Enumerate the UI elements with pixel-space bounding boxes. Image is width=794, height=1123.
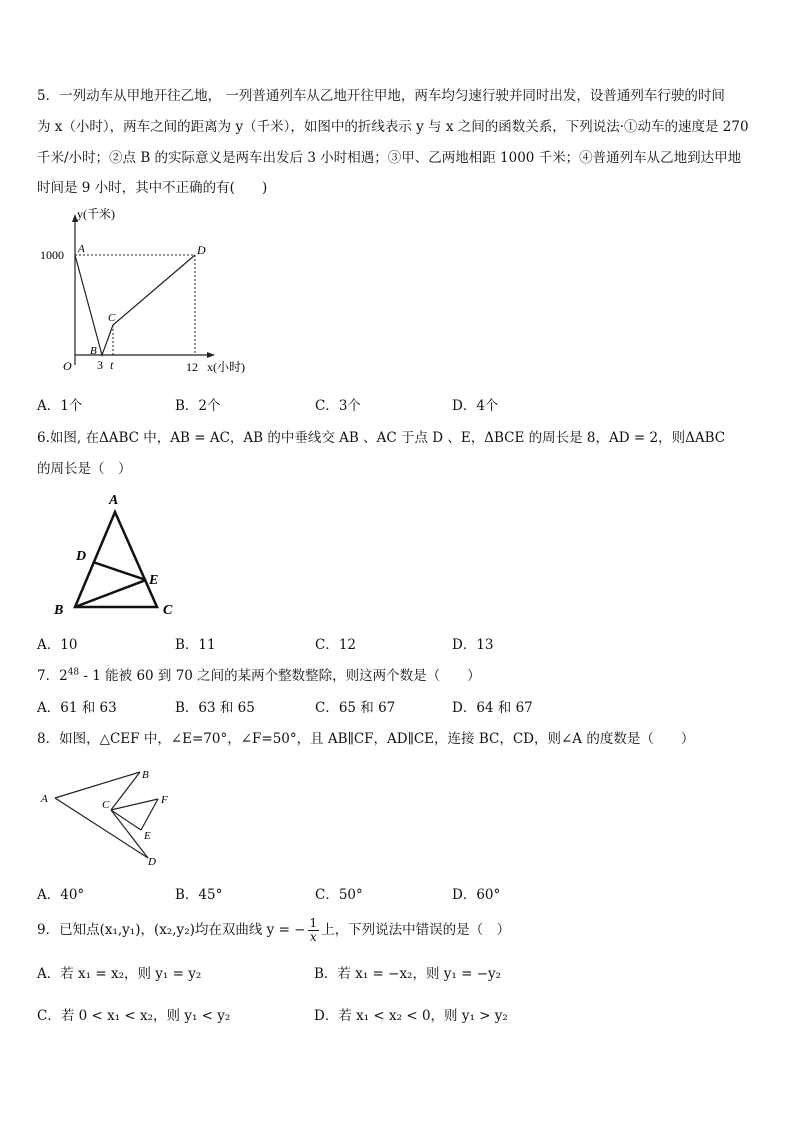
- q5-option-b[interactable]: B．2个: [175, 398, 221, 414]
- q6-point-d: D: [76, 549, 87, 564]
- q8-point-c: C: [102, 799, 110, 811]
- q9-fraction-num: 1: [309, 916, 318, 930]
- q6-point-b: B: [54, 603, 64, 618]
- q7-rest: - 1 能被 60 到 70 之间的某两个整数整除，则这两个数是（ ）: [79, 668, 481, 684]
- q6-point-c: C: [163, 603, 173, 618]
- q8-figure: [38, 762, 178, 872]
- q5-line-3: 千米/小时；②点 B 的实际意义是两车出发后 3 小时相遇；③甲、乙两地相距 1000 千米；④普通列车从乙地到达甲地: [37, 150, 742, 166]
- q5-line-4: 时间是 9 小时，其中不正确的有( ): [37, 180, 268, 196]
- q8-point-f: F: [161, 794, 168, 806]
- q6-option-c[interactable]: C．12: [315, 637, 357, 653]
- q5-option-c[interactable]: C．3个: [315, 398, 361, 414]
- q9-fraction-den: x: [309, 930, 317, 944]
- q5-option-d[interactable]: D．4个: [452, 398, 499, 414]
- q8-option-a[interactable]: A．40°: [37, 887, 85, 903]
- q7-exponent: 48: [67, 667, 80, 678]
- q7-prefix: 7．2: [37, 668, 68, 684]
- q8-options: [37, 883, 757, 903]
- y-tick-1000: 1000: [40, 248, 64, 262]
- q9-line-1: [37, 917, 510, 944]
- q9-line-1-a: 9．已知点(x₁,y₁)，(x₂,y₂)均在双曲线 y = −: [37, 922, 306, 938]
- q8-point-b: B: [142, 769, 149, 781]
- q6-point-e: E: [149, 573, 159, 588]
- q5-graph-figure: [35, 205, 265, 380]
- q7-option-b[interactable]: B．63 和 65: [175, 700, 255, 716]
- q8-point-d: D: [148, 856, 156, 868]
- point-b-label: B: [90, 345, 97, 357]
- q6-line-1: 6.如图, 在ΔABC 中，AB = AC，AB 的中垂线交 AB 、AC 于点 D 、E，ΔBCE 的周长是 8，AD = 2，则ΔABC: [37, 430, 726, 446]
- point-c-label: C: [108, 312, 116, 324]
- q6-line-2: 的周长是（ ）: [37, 461, 132, 477]
- q7-option-d[interactable]: D．64 和 67: [452, 700, 533, 716]
- q6-option-d[interactable]: D．13: [452, 637, 494, 653]
- q6-option-b[interactable]: B．11: [175, 637, 216, 653]
- x-axis-label: x(小时): [207, 360, 245, 374]
- point-d-label: D: [197, 243, 206, 257]
- q7-option-a[interactable]: A．61 和 63: [37, 700, 117, 716]
- q7-line-1: [37, 664, 481, 684]
- x-tick-12: 12: [186, 360, 198, 374]
- q9-option-c[interactable]: C．若 0 < x₁ < x₂，则 y₁ < y₂: [37, 1008, 231, 1024]
- x-tick-3: 3: [97, 358, 103, 372]
- q7-option-c[interactable]: C．65 和 67: [315, 700, 396, 716]
- q6-options: [37, 633, 757, 653]
- q6-point-a: A: [109, 493, 119, 508]
- q5-line-2: 为 x（小时），两车之间的距离为 y（千米），如图中的折线表示 y 与 x 之间的函数关系，下列说法·①动车的速度是 270: [37, 119, 749, 135]
- q9-option-d[interactable]: D．若 x₁ < x₂ < 0，则 y₁ > y₂: [314, 1008, 508, 1024]
- q6-triangle-figure: [45, 485, 190, 620]
- y-axis-label: y(千米): [77, 207, 115, 221]
- q8-option-d[interactable]: D．60°: [452, 887, 501, 903]
- q8-line-1: 8．如图，△CEF 中，∠E=70°，∠F=50°，且 AB∥CF，AD∥CE，连接 BC，CD，则∠A 的度数是（ ）: [37, 731, 695, 747]
- q8-point-a: A: [41, 793, 48, 805]
- origin-label: O: [63, 359, 72, 373]
- q8-option-c[interactable]: C．50°: [315, 887, 363, 903]
- q7-options: [37, 696, 757, 716]
- q5-options: [37, 394, 757, 414]
- q9-line-1-b: 上，下列说法中错误的是（ ）: [321, 922, 511, 938]
- q8-point-e: E: [144, 830, 151, 842]
- q5-line-1: 5．一列动车从甲地开往乙地， 一列普通列车从乙地开往甲地，两车均匀速行驶并同时出发，设普通列车行驶的时间: [37, 88, 725, 104]
- q8-option-b[interactable]: B．45°: [175, 887, 223, 903]
- q5-option-a[interactable]: A．1个: [37, 398, 83, 414]
- x-tick-t: t: [110, 358, 114, 372]
- q9-option-b[interactable]: B．若 x₁ = −x₂，则 y₁ = −y₂: [314, 966, 502, 982]
- q9-option-a[interactable]: A．若 x₁ = x₂，则 y₁ = y₂: [37, 966, 202, 982]
- point-a-label: A: [78, 243, 85, 255]
- q9-fraction: [308, 917, 320, 944]
- q6-option-a[interactable]: A．10: [37, 637, 78, 653]
